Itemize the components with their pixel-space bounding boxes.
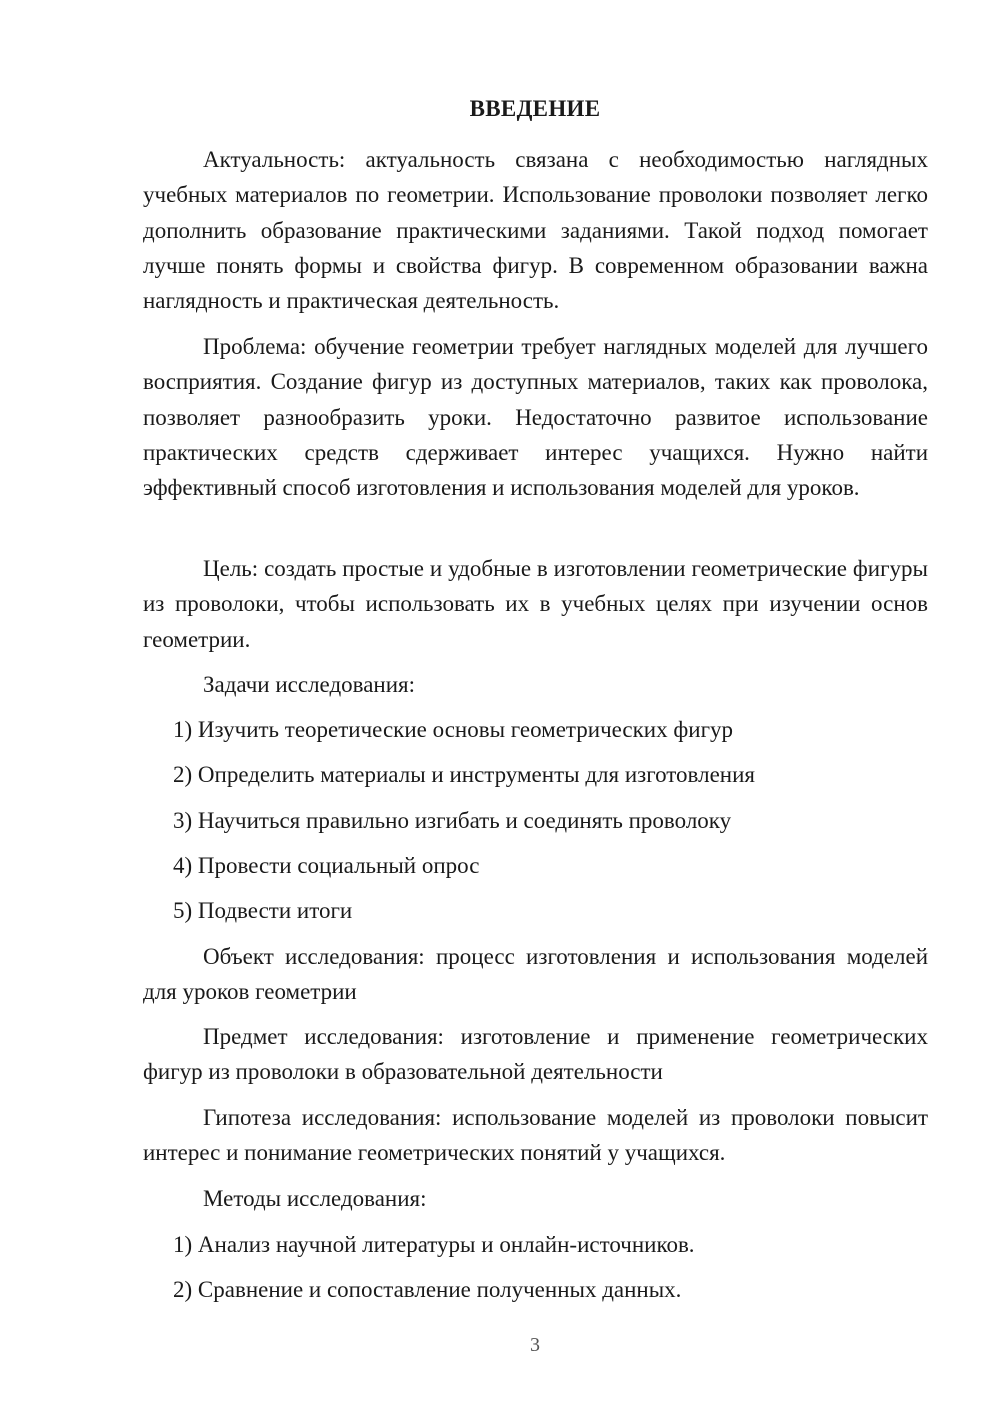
task-item-2: 2) Определить материалы и инструменты для изготовления bbox=[173, 762, 755, 787]
relevance-paragraph: Актуальность: актуальность связана с необходимостью наглядных учебных материалов по геометрии. Использование проволоки позволяет легко дополнить образование практическими заданиями. Такой подход помогает лучше понять формы и свойства фигур. В современном образовании важна наглядность и практическая деятельность. bbox=[143, 147, 928, 314]
goal-paragraph: Цель: создать простые и удобные в изготовлении геометрические фигуры из проволоки, чтобы использовать их в учебных целях при изучении основ геометрии. bbox=[143, 556, 928, 652]
hypothesis-paragraph: Гипотеза исследования: использование моделей из проволоки повысит интерес и понимание геометрических понятий у учащихся. bbox=[143, 1105, 928, 1166]
task-item-1: 1) Изучить теоретические основы геометрических фигур bbox=[173, 717, 734, 742]
methods-heading: Методы исследования: bbox=[203, 1186, 427, 1211]
task-item-3: 3) Научиться правильно изгибать и соединять проволоку bbox=[173, 808, 732, 833]
method-item-2: 2) Сравнение и сопоставление полученных данных. bbox=[173, 1277, 682, 1302]
object-paragraph: Объект исследования: процесс изготовления и использования моделей для уроков геометрии bbox=[143, 944, 928, 1005]
subject-paragraph: Предмет исследования: изготовление и применение геометрических фигур из проволоки в образовательной деятельности bbox=[143, 1024, 928, 1085]
task-item-5: 5) Подвести итоги bbox=[173, 898, 353, 923]
tasks-heading: Задачи исследования: bbox=[203, 672, 416, 697]
page-number: 3 bbox=[530, 1334, 540, 1356]
task-item-4: 4) Провести социальный опрос bbox=[173, 853, 480, 878]
method-item-1: 1) Анализ научной литературы и онлайн-источников. bbox=[173, 1232, 695, 1257]
page-title: ВВЕДЕНИЕ bbox=[469, 96, 601, 121]
problem-paragraph: Проблема: обучение геометрии требует наглядных моделей для лучшего восприятия. Создание фигур из доступных материалов, таких как проволока, позволяет разнообразить уроки. Недостаточно развитое использование практических средств сдерживает интерес учащихся. Нужно найти эффективный способ изготовления и использования моделей для уроков. bbox=[143, 334, 928, 501]
